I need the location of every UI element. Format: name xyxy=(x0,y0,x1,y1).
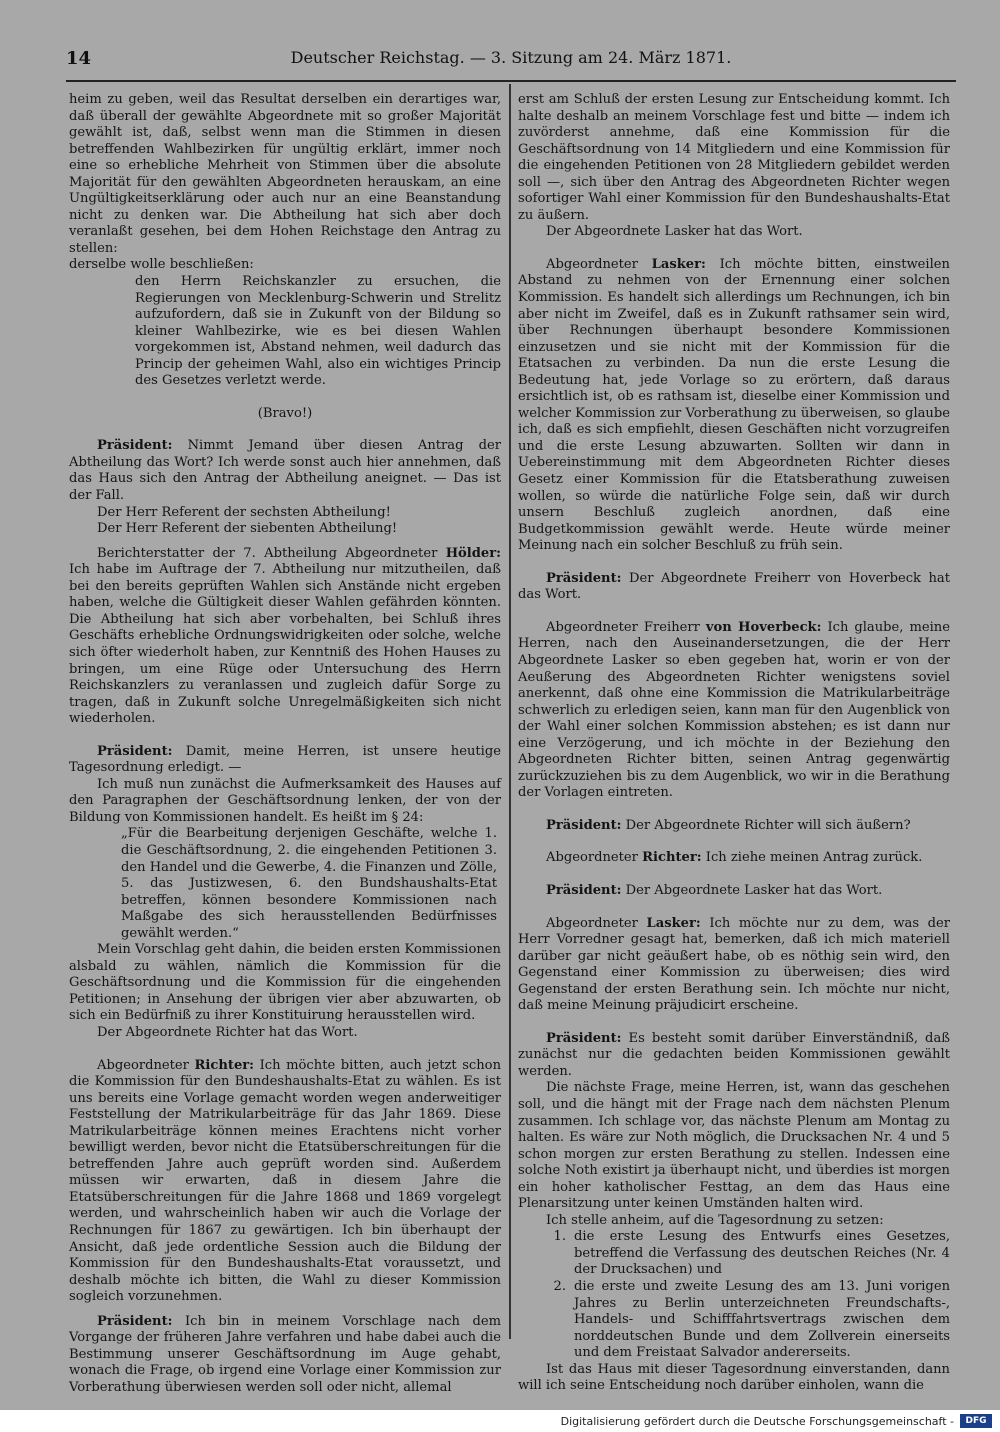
speaker-name: Richter: xyxy=(642,850,702,866)
item-text: die erste Lesung des Entwurfs eines Gesetzes, betreffend die Verfassung des deutschen Reiches (Nr. 4 der Drucksachen) und xyxy=(574,1229,950,1278)
speaker-role: Abgeordneter xyxy=(546,850,638,866)
speaker-name: Präsident: xyxy=(97,1313,173,1329)
column-divider xyxy=(509,84,511,1339)
paragraph: Die nächste Frage, meine Herren, ist, wann das geschehen soll, und die hängt mit der Frage nach dem nächsten Plenum zusammen. Ich schlage vor, das nächste Plenum am Montag zu halten. Es wäre zur Noth möglich, die Drucksachen Nr. 4 und 5 schon morgen zur ersten Berathung zu stellen. Indessen eine solche Noth existirt ja überhaupt nicht, und überdies ist morgen ein hoher katholischer Festtag, an dem das Haus eine Plenarsitzung unter keinen Umständen halten wird. xyxy=(518,1080,950,1212)
paragraph: Ich stelle anheim, auf die Tagesordnung zu setzen: xyxy=(546,1212,884,1228)
list-item xyxy=(518,1229,950,1279)
speaker-name: Lasker: xyxy=(646,915,701,931)
speaker-role: Berichterstatter der 7. Abtheilung Abgeordneter xyxy=(97,545,438,561)
speech-text: Der Abgeordnete Lasker hat das Wort. xyxy=(625,882,883,898)
speech-text: Ich möchte nur zu dem, was der Herr Vorredner gesagt hat, bemerken, daß ich mich materiell darüber gar nicht geäußert habe, ob es nöthig sein wird, den Gegenstand einer Kommission zu überweisen; dies wird Gegenstand der ersten Berathung sein. Ich möchte nur nicht, daß meine Meinung präjudicirt erscheine. xyxy=(518,915,951,1014)
speaker-name: Präsident: xyxy=(546,570,622,586)
speaker-name: Präsident: xyxy=(97,438,173,454)
rules-quote: „Für die Bearbeitung derjenigen Geschäfte, welche 1. die Geschäftsordnung, 2. die eingehenden Petitionen 3. den Handel und die Gewerbe, 4. die Finanzen und Zölle, 5. das Justizwesen, 6. den Bundshaushalts-Etat betreffen, können besondere Kommissionen nach Maßgabe des sich herausstellenden Bedürfnisses gewählt werden.“ xyxy=(121,826,497,941)
speech-text: Der Abgeordnete Freiherr von Hoverbeck hat das Wort. xyxy=(518,570,950,603)
speech xyxy=(69,1314,501,1397)
page-number: 14 xyxy=(66,48,92,69)
speech xyxy=(69,744,501,777)
speaker-name: Präsident: xyxy=(546,882,622,898)
item-text: die erste und zweite Lesung des am 13. Juni vorigen Jahres zu Berlin unterzeichneten Freundschafts-, Handels- und Schifffahrtsvertrags zwischen dem norddeutschen Bunde und dem Zollverein einerseits und dem Freistaat Salvador andererseits. xyxy=(574,1279,950,1361)
right-column xyxy=(518,92,950,1395)
speech-text: Ich ziehe meinen Antrag zurück. xyxy=(705,850,923,866)
speech-text: Ich glaube, meine Herren, nach den Auseinandersetzungen, die der Herr Abgeordnete Lasker so eben gegeben hat, worin er von der Aeußerung des Abgeordneten Richter wenigstens soviel anerkennt, daß ohne eine Kommission die Matrikularbeiträge schwerlich zu erledigen seien, kann man für den Augenblick von der Wahl einer solchen Kommission abstehen; es ist dann nur eine Verzögerung, und ich möchte in der Beziehung den Abgeordneten Richter bitten, seinen Antrag gegenwärtig zurückzuziehen bis zu dem Augenblick, wo wir in die Berathung der Vorlagen eintreten. xyxy=(518,619,950,801)
paragraph: Ist das Haus mit dieser Tagesordnung einverstanden, dann will ich seine Entscheidung noch darüber einholen, wann die xyxy=(518,1361,950,1394)
speech-text: Ich möchte bitten, auch jetzt schon die Kommission für den Bundeshaushalts-Etat zu wählen. Es ist uns bereits eine Vorlage gemacht worden wegen anderweitiger Feststellung der Matrikularbeiträge für das Jahr 1869. Diese Matrikularbeiträge können meines Erachtens nicht vorher bewilligt werden, bevor nicht die Etatsüberschreitungen für die betreffenden Jahre auch geprüft worden sind. Außerdem müssen wir erwarten, daß in diesem Jahre die Etatsüberschreitungen für die Jahre 1868 und 1869 vorgelegt werden, und wahrscheinlich haben wir auch die Vorlage der Rechnungen für 1867 zu gewärtigen. Ich bin überhaupt der Ansicht, daß jede ordentliche Session auch die Bildung der Kommission für den Bundeshaushalts-Etat voraussetzt, und deshalb möchte ich bitten, die Wahl zu dieser Kommission sogleich vorzunehmen. xyxy=(69,1057,501,1305)
paragraph: Der Abgeordnete Richter hat das Wort. xyxy=(97,1024,358,1040)
speaker-role: Abgeordneter xyxy=(546,915,638,931)
dfg-logo: DFG xyxy=(960,1414,992,1428)
paragraph: Der Herr Referent der sechsten Abtheilung! xyxy=(97,504,391,520)
paragraph: heim zu geben, weil das Resultat derselben ein derartiges war, daß überall der gewählte Abgeordnete mit so großer Majorität gewählt ist, daß, selbst wenn man die Stimmen in diesen betreffenden Wahlbezirken für ungültig erklärt, immer noch eine so erhebliche Mehrheit von Stimmen über die absolute Majorität für den gewählten Abgeordneten herauskam, an eine Ungültigkeitserklärung oder auch nur an eine Beanstandung nicht zu denken war. Die Abtheilung hat sich aber doch veranlaßt gesehen, bei dem Hohen Reichstage den Antrag zu stellen: xyxy=(69,92,501,256)
paragraph: Der Herr Referent der siebenten Abtheilung! xyxy=(97,521,398,537)
paragraph: derselbe wolle beschließen: xyxy=(69,257,254,273)
interjection: (Bravo!) xyxy=(257,405,313,421)
speech xyxy=(518,1031,950,1081)
speech xyxy=(518,883,950,900)
speaker-name: Richter: xyxy=(194,1057,255,1073)
paragraph: Ich muß nun zunächst die Aufmerksamkeit des Hauses auf den Paragraphen der Geschäftsordnung lenken, der von der Bildung von Kommissionen handelt. Es heißt im § 24: xyxy=(69,776,501,825)
paragraph: Mein Vorschlag geht dahin, die beiden ersten Kommissionen alsbald zu wählen, nämlich die Kommission für die Geschäftsordnung und die Kommission für die eingehenden Petitionen; in Ansehung der übrigen vier aber abzuwarten, ob sich ein Bedürfniß zu ihrer Konstituirung herausstellen wird. xyxy=(69,942,501,1024)
paragraph: erst am Schluß der ersten Lesung zur Entscheidung kommt. Ich halte deshalb an meinem Vorschlage fest und bitte — indem ich zuvörderst annehme, daß eine Kommission für die Geschäftsordnung von 14 Mitgliedern und eine Kommission für die eingehenden Petitionen von 28 Mitgliedern gebildet werden soll —, sich über den Antrag des Abgeordneten Richter wegen sofortiger Wahl einer Kommission für den Bundeshaushalts-Etat zu äußern. xyxy=(518,92,950,223)
speaker-name: Präsident: xyxy=(546,1030,622,1046)
digitization-footer xyxy=(0,1410,1000,1432)
speech xyxy=(69,438,501,504)
speech xyxy=(69,1058,501,1306)
speaker-name: Präsident: xyxy=(97,743,173,759)
speech-text: Es besteht somit darüber Einverständniß, daß zunächst nur die gedachten beiden Kommissionen gewählt werden. xyxy=(518,1030,950,1079)
speech xyxy=(518,916,950,1015)
speaker-name: Hölder: xyxy=(445,545,501,561)
speech xyxy=(518,571,950,604)
speaker-role: Abgeordneter xyxy=(97,1057,189,1073)
speaker-name: von Hoverbeck: xyxy=(705,619,822,635)
running-header xyxy=(66,48,956,74)
speech-text: Der Abgeordnete Richter will sich äußern? xyxy=(625,817,911,833)
agenda-list xyxy=(518,1229,950,1361)
speech xyxy=(69,546,501,728)
header-title: Deutscher Reichstag. — 3. Sitzung am 24. März 1871. xyxy=(290,48,732,67)
paragraph: Der Abgeordnete Lasker hat das Wort. xyxy=(546,224,803,240)
list-item xyxy=(518,1279,950,1362)
funding-note: Digitalisierung gefördert durch die Deutsche Forschungsgemeinschaft - xyxy=(560,1415,954,1428)
item-number: 1. xyxy=(553,1229,566,1245)
speech-text: Damit, meine Herren, ist unsere heutige Tagesordnung erledigt. — xyxy=(69,743,501,776)
speaker-role: Abgeordneter xyxy=(546,256,638,272)
speaker-name: Präsident: xyxy=(546,817,622,833)
motion-quote: den Herrn Reichskanzler zu ersuchen, die Regierungen von Mecklenburg-Schwerin und Strelitz aufzufordern, daß sie in Zukunft von der Bildung so kleiner Wahlbezirke, wie es bei diesen Wahlen vorgekommen ist, Abstand nehmen, weil dadurch das Princip der geheimen Wahl, also ein wichtiges Princip des Gesetzes verletzt werde. xyxy=(135,274,501,389)
speech-text: Ich habe im Auftrage der 7. Abtheilung nur mitzutheilen, daß bei den bereits geprüften Wahlen sich Anstände nicht ergeben haben, welche die Gültigkeit dieser Wahlen gefährden könnten. Die Abtheilung hat sich aber vorbehalten, bei Schluß ihres Geschäfts erhebliche Ordnungswidrigkeiten oder solche, welche sich öfter wiederholt haben, zur Kenntniß des Hohen Hauses zu bringen, um eine Rüge oder Untersuchung des Herrn Reichskanzlers zu veranlassen und zugleich dafür Sorge zu tragen, daß in Zukunft solche Unregelmäßigkeiten sich nicht wiederholen. xyxy=(69,562,501,727)
speech xyxy=(518,818,950,835)
header-rule xyxy=(66,80,956,82)
left-column xyxy=(69,92,501,1396)
speech-text: Nimmt Jemand über diesen Antrag der Abtheilung das Wort? Ich werde sonst auch hier annehmen, daß das Haus sich den Antrag der Abtheilung aneignet. — Das ist der Fall. xyxy=(69,438,501,504)
item-number: 2. xyxy=(553,1279,566,1294)
speech-text: Ich möchte bitten, einstweilen Abstand zu nehmen von der Ernennung einer solchen Kommission. Es handelt sich allerdings um Rechnungen, ich bin aber nicht im Zweifel, daß es in Zukunft rathsamer sein wird, über Rechnungen überhaupt besondere Kommissionen einzusetzen und sie nicht mit der Kommission für die Etatsachen zu verbinden. Da nun die erste Lesung die Bedeutung hat, jede Vorlage so zu erörtern, daß daraus ersichtlich ist, ob es rathsam ist, dieselbe einer Kommission und welcher Kommission zur Vorberathung zu überweisen, so glaube ich, daß es sich empfiehlt, diesen Geschäften nicht vorzugreifen und die erste Lesung abzuwarten. Sollten wir dann in Uebereinstimmung mit dem Abgeordneten Richter dieses Gesetz einer Kommission für die Etatsberathung zuweisen wollen, so würde die natürliche Folge sein, daß wir durch unsern Beschluß zugleich anordnen, daß eine Budgetkommission gewählt werde. Heute würde meiner Meinung nach ein solcher Beschluß zu früh sein. xyxy=(518,256,950,554)
speech xyxy=(518,620,950,802)
speech-text: Ich bin in meinem Vorschlage nach dem Vorgange der früheren Jahre verfahren und habe dabei auch die Bestimmung unserer Geschäftsordnung im Auge gehabt, wonach die Frage, ob irgend eine Vorlage einer Kommission zur Vorberathung überwiesen werden soll oder nicht, allemal xyxy=(69,1313,501,1395)
speaker-name: Lasker: xyxy=(651,256,706,272)
speech xyxy=(518,257,950,555)
speech xyxy=(518,850,950,867)
speaker-role: Abgeordneter Freiherr xyxy=(546,619,700,635)
